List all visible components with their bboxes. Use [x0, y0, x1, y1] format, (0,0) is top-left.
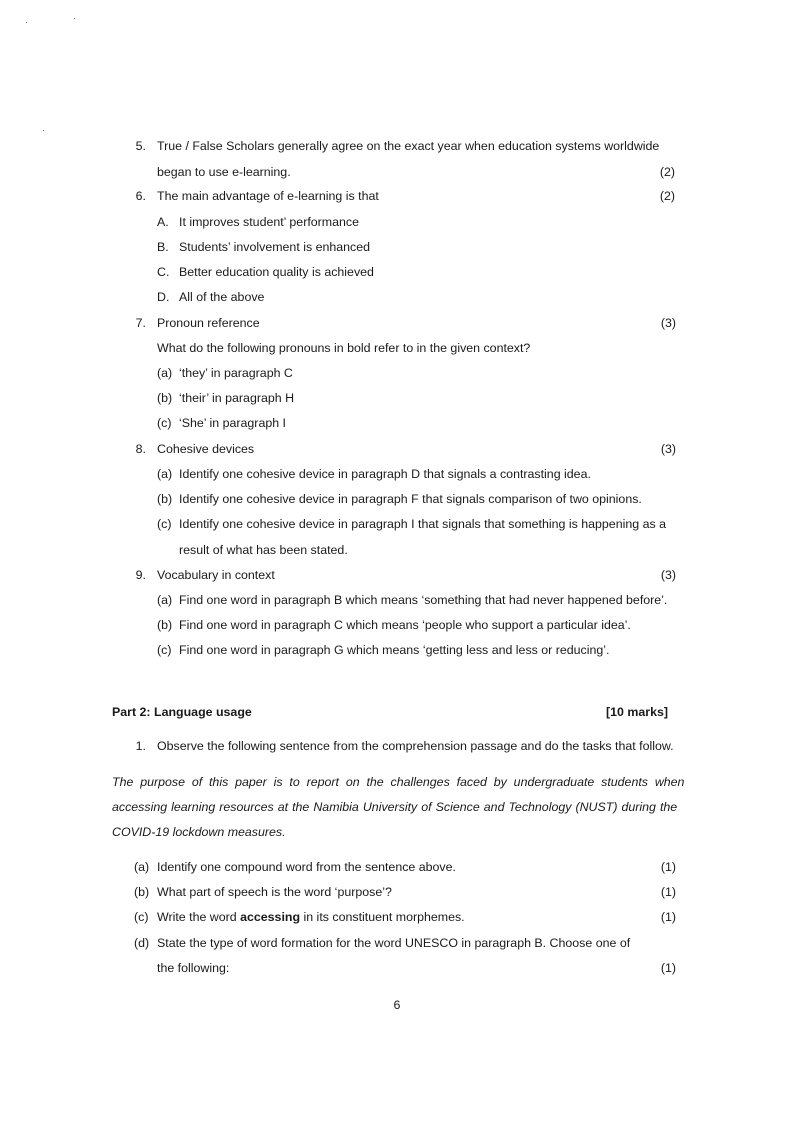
sub-item	[0, 590, 794, 610]
option-a	[0, 212, 794, 232]
question-text: The main advantage of e-learning is that	[157, 189, 379, 203]
sub-item	[0, 615, 794, 635]
sub-item	[0, 388, 794, 408]
marks-allocation: (1)	[660, 885, 676, 899]
question-text: Cohesive devices	[157, 442, 255, 456]
sub-item-label: (c)	[157, 517, 172, 531]
option-letter: B.	[157, 240, 169, 254]
sub-item	[0, 464, 794, 484]
sub-item	[0, 514, 794, 534]
marks-allocation: (1)	[660, 860, 676, 874]
sub-item-text: ‘their’ in paragraph H	[179, 391, 295, 405]
task-d	[0, 933, 794, 953]
marks-allocation: (2)	[659, 165, 675, 179]
question-text-continued: began to use e-learning.	[157, 165, 291, 179]
sub-item-text: Find one word in paragraph B which means ‘something that had never happened before’.	[179, 593, 668, 607]
question-9	[0, 565, 794, 585]
sub-item-text: Find one word in paragraph C which means ‘people who support a particular idea’.	[179, 618, 631, 632]
sub-item-text: Find one word in paragraph G which means ‘getting less and less or reducing’.	[179, 643, 610, 657]
sub-item-label: (b)	[157, 391, 173, 405]
sub-item-label: (a)	[157, 467, 173, 481]
option-text: Students’ involvement is enhanced	[179, 240, 371, 254]
question-text: Vocabulary in context	[157, 568, 275, 582]
question-text: True / False Scholars generally agree on the exact year when education systems worldwide	[157, 139, 660, 153]
question-7-prompt	[0, 338, 794, 358]
task-a	[0, 857, 794, 877]
question-number: 9.	[135, 568, 146, 582]
marks-allocation: (3)	[660, 568, 676, 582]
scan-speck	[74, 18, 75, 19]
page-number: 6	[393, 998, 401, 1012]
option-letter: D.	[157, 290, 170, 304]
scan-speck	[43, 130, 44, 131]
marks-allocation: (1)	[660, 961, 676, 975]
sub-item-text: Identify one cohesive device in paragraph I that signals that something is happening as a	[179, 517, 666, 531]
task-text-continued: the following:	[157, 961, 230, 975]
quoted-sentence-line	[0, 822, 794, 842]
task-label: (b)	[134, 885, 150, 899]
quoted-sentence-text: accessing learning resources at the Namibia University of Science and Technology (NUST) during the	[112, 800, 678, 814]
sub-item-text: ‘She’ in paragraph I	[179, 416, 286, 430]
scan-speck	[26, 22, 27, 23]
sub-item	[0, 489, 794, 509]
option-letter: A.	[157, 215, 169, 229]
task-label: (d)	[134, 936, 150, 950]
part-2-heading	[0, 702, 794, 722]
task-text-bold-word: accessing	[240, 910, 301, 924]
question-prompt: What do the following pronouns in bold refer to in the given context?	[157, 341, 531, 355]
question-7	[0, 313, 794, 333]
question-text: Pronoun reference	[157, 316, 260, 330]
question-number: 7.	[135, 316, 146, 330]
sub-item-label: (a)	[157, 366, 173, 380]
question-8	[0, 439, 794, 459]
quoted-sentence-line	[0, 797, 794, 817]
sub-item	[0, 413, 794, 433]
marks-allocation: (3)	[660, 316, 676, 330]
sub-item-label: (c)	[157, 416, 172, 430]
quoted-sentence-line	[0, 772, 794, 792]
question-number: 5.	[135, 139, 146, 153]
task-label: (a)	[134, 860, 150, 874]
question-text: Observe the following sentence from the comprehension passage and do the tasks that follow.	[157, 739, 674, 753]
option-d	[0, 287, 794, 307]
sub-item-text: Identify one cohesive device in paragraph D that signals a contrasting idea.	[179, 467, 591, 481]
sub-item-text-continued: result of what has been stated.	[179, 543, 348, 557]
task-label: (c)	[134, 910, 149, 924]
task-text: Identify one compound word from the sentence above.	[157, 860, 456, 874]
task-c	[0, 907, 794, 927]
sub-item-label: (b)	[157, 618, 173, 632]
sub-item	[0, 640, 794, 660]
question-number: 1.	[135, 739, 146, 753]
option-letter: C.	[157, 265, 170, 279]
option-text: All of the above	[179, 290, 265, 304]
task-b	[0, 882, 794, 902]
question-5-continued	[0, 162, 794, 182]
section-title: Part 2: Language usage	[112, 705, 252, 719]
question-5	[0, 136, 794, 156]
option-c	[0, 262, 794, 282]
option-b	[0, 237, 794, 257]
option-text: Better education quality is achieved	[179, 265, 374, 279]
marks-allocation: (3)	[660, 442, 676, 456]
sub-item	[0, 363, 794, 383]
sub-item-text: ‘they’ in paragraph C	[179, 366, 293, 380]
question-6	[0, 186, 794, 206]
quoted-sentence-text: The purpose of this paper is to report on the challenges faced by undergraduate students when	[112, 775, 685, 789]
sub-item-continued	[0, 540, 794, 560]
sub-item-label: (a)	[157, 593, 173, 607]
quoted-sentence-text: COVID-19 lockdown measures.	[112, 825, 286, 839]
sub-item-text: Identify one cohesive device in paragraph F that signals comparison of two opinions.	[179, 492, 642, 506]
part-2-question-1	[0, 736, 794, 756]
sub-item-label: (c)	[157, 643, 172, 657]
task-text: What part of speech is the word ‘purpose’?	[157, 885, 392, 899]
marks-allocation: (1)	[660, 910, 676, 924]
task-text	[157, 907, 465, 927]
sub-item-label: (b)	[157, 492, 173, 506]
question-number: 6.	[135, 189, 146, 203]
option-text: It improves student’ performance	[179, 215, 359, 229]
task-d-continued	[0, 958, 794, 978]
task-text: State the type of word formation for the word UNESCO in paragraph B. Choose one of	[157, 936, 631, 950]
section-marks: [10 marks]	[606, 705, 668, 719]
task-text-post: in its constituent morphemes.	[300, 910, 465, 924]
marks-allocation: (2)	[659, 189, 675, 203]
task-text-pre: Write the word	[157, 910, 241, 924]
question-number: 8.	[135, 442, 146, 456]
